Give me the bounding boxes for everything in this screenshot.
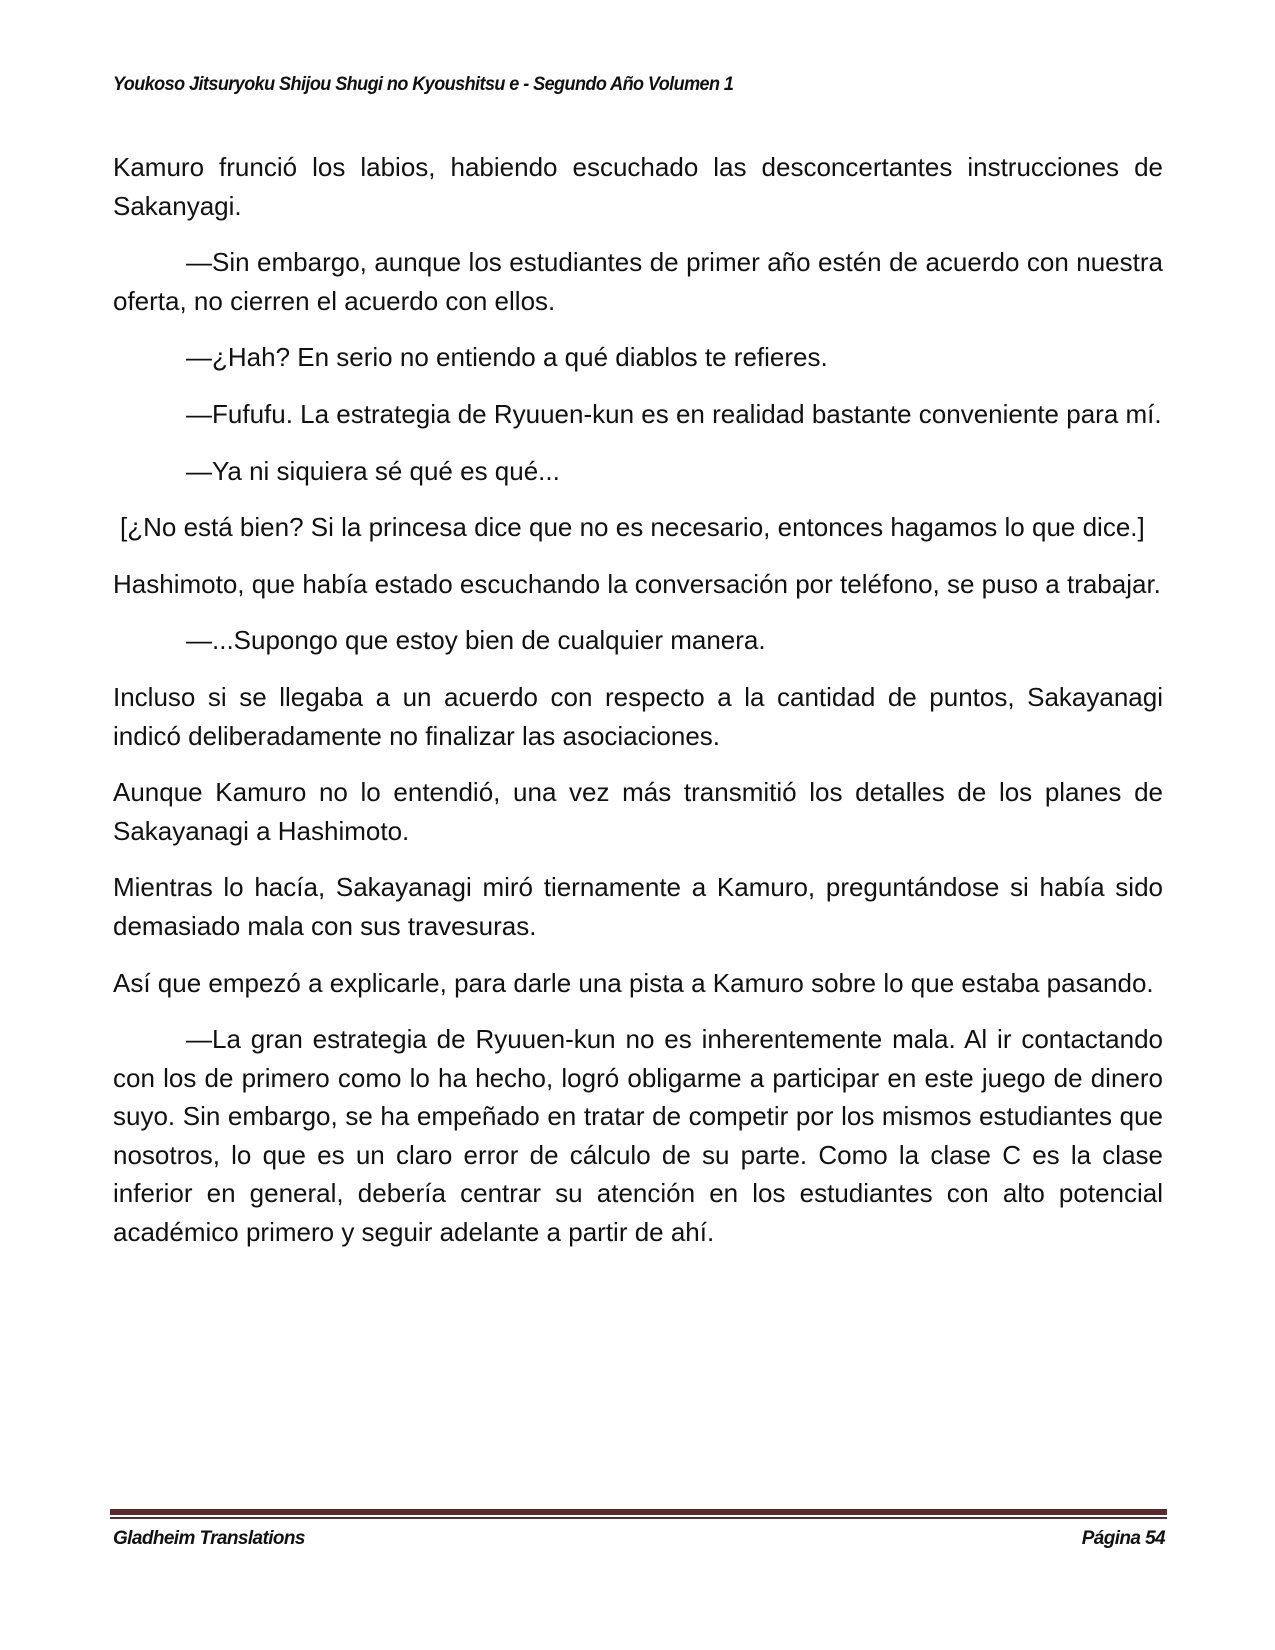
footer-translator: Gladheim Translations bbox=[113, 1528, 305, 1549]
paragraph: [¿No está bien? Si la princesa dice que no es necesario, entonces hagamos lo que dice.] bbox=[120, 512, 1145, 543]
paragraph: Aunque Kamuro no lo entendió, una vez más transmitió los detalles de los planes de Sakayanagi a Hashimoto. bbox=[113, 777, 1163, 846]
paragraph: —Sin embargo, aunque los estudiantes de primer año estén de acuerdo con nuestra oferta, no cierren el acuerdo con ellos. bbox=[113, 247, 1163, 316]
paragraph: Mientras lo hacía, Sakayanagi miró tiernamente a Kamuro, preguntándose si había sido demasiado mala con sus travesuras. bbox=[113, 872, 1163, 941]
document-body bbox=[113, 148, 1163, 1270]
paragraph: Así que empezó a explicarle, para darle una pista a Kamuro sobre lo que estaba pasando. bbox=[113, 967, 1154, 998]
paragraph: Kamuro frunció los labios, habiendo escuchado las desconcertantes instrucciones de Sakanyagi. bbox=[113, 152, 1163, 221]
running-header: Youkoso Jitsuryoku Shijou Shugi no Kyoushitsu e - Segundo Año Volumen 1 bbox=[113, 74, 734, 95]
paragraph: —Ya ni siquiera sé qué es qué... bbox=[186, 455, 560, 486]
paragraph: —Fufufu. La estrategia de Ryuuen-kun es en realidad bastante conveniente para mí. bbox=[186, 398, 1162, 429]
paragraph: Incluso si se llegaba a un acuerdo con respecto a la cantidad de puntos, Sakayanagi indicó deliberadamente no finalizar las asociaciones. bbox=[113, 681, 1163, 751]
paragraph: Hashimoto, que había estado escuchando la conversación por teléfono, se puso a trabajar. bbox=[113, 568, 1161, 599]
footer-rule-thick bbox=[110, 1509, 1167, 1515]
footer-rule-thin bbox=[110, 1517, 1167, 1519]
paragraph: —¿Hah? En serio no entiendo a qué diablos te refieres. bbox=[186, 342, 828, 373]
paragraph: —La gran estrategia de Ryuuen-kun no es inherentemente mala. Al ir contactando con los de primero como lo ha hecho, logró obligarme a participar en este juego de dinero suyo. Sin embargo, se ha empeñado en tratar de competir por los mismos estudiantes que nosotros, lo que es un claro error de cálculo de su parte. Como la clase C es la clase inferior en general, debería centrar su atención en los estudiantes con alto potencial académico primero y seguir adelante a partir de ahí. bbox=[113, 1024, 1163, 1248]
paragraph: —...Supongo que estoy bien de cualquier manera. bbox=[186, 625, 766, 656]
footer-page-number: Página 54 bbox=[1081, 1528, 1165, 1549]
